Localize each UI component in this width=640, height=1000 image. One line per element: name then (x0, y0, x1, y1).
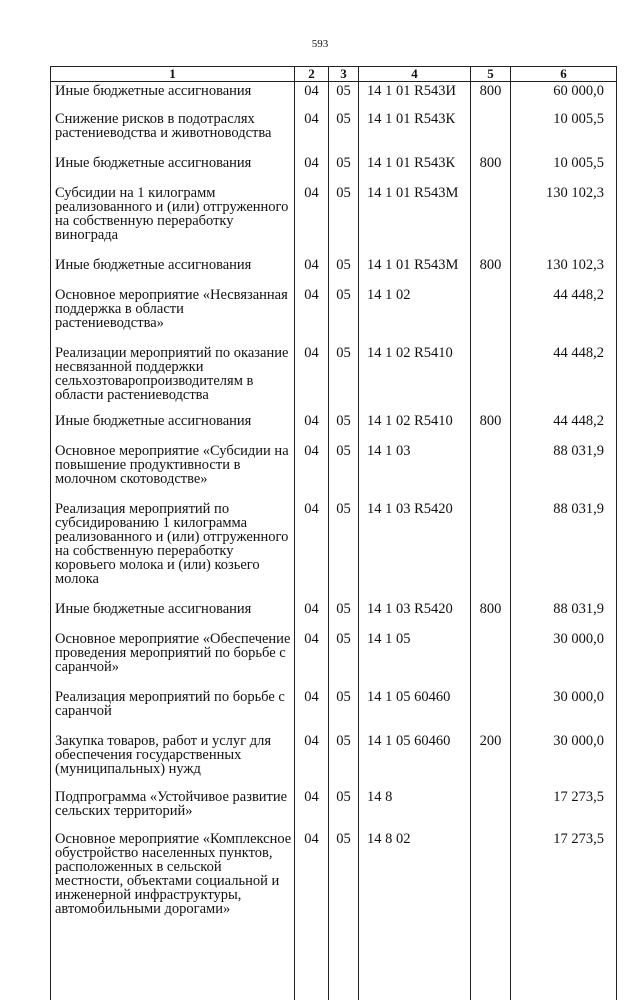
table-tail-space (51, 930, 617, 1000)
row-target-code-cell: 14 1 03 R5420 (359, 502, 471, 602)
row-subsection-cell: 05 (329, 112, 359, 156)
row-amount-cell: 88 031,9 (511, 444, 617, 502)
row-section-cell: 04 (295, 346, 329, 414)
budget-table (50, 66, 617, 1000)
empty-cell (51, 930, 295, 1000)
row-expense-type-cell (471, 790, 511, 832)
table-row (51, 112, 617, 156)
row-section-cell: 04 (295, 790, 329, 832)
row-subsection-cell: 05 (329, 258, 359, 288)
column-header: 3 (329, 67, 359, 82)
row-name-cell: Реализация мероприятий по субсидированию 1 килограмма реализованного и (или) отгруженного на собственную переработку коровьего молока и (или) козьего молока (51, 502, 295, 602)
row-amount-cell: 130 102,3 (511, 186, 617, 258)
row-amount-cell: 17 273,5 (511, 790, 617, 832)
row-amount-cell: 44 448,2 (511, 288, 617, 346)
row-expense-type-cell (471, 288, 511, 346)
row-section-cell: 04 (295, 414, 329, 444)
column-header: 6 (511, 67, 617, 82)
row-name-cell: Подпрограмма «Устойчивое развитие сельских территорий» (51, 790, 295, 832)
table-row (51, 258, 617, 288)
row-section-cell: 04 (295, 258, 329, 288)
row-name-cell: Основное мероприятие «Несвязанная поддержка в области растениеводства» (51, 288, 295, 346)
row-subsection-cell: 05 (329, 288, 359, 346)
table-row (51, 790, 617, 832)
row-target-code-cell: 14 1 01 R543М (359, 258, 471, 288)
row-amount-cell: 30 000,0 (511, 734, 617, 790)
row-name-cell: Снижение рисков в подотраслях растениеводства и животноводства (51, 112, 295, 156)
row-amount-cell: 44 448,2 (511, 346, 617, 414)
table-row (51, 414, 617, 444)
row-expense-type-cell: 800 (471, 602, 511, 632)
row-amount-cell: 130 102,3 (511, 258, 617, 288)
row-subsection-cell: 05 (329, 156, 359, 186)
row-section-cell: 04 (295, 502, 329, 602)
row-name-cell: Иные бюджетные ассигнования (51, 414, 295, 444)
row-expense-type-cell: 200 (471, 734, 511, 790)
row-name-cell: Иные бюджетные ассигнования (51, 602, 295, 632)
row-target-code-cell: 14 1 02 (359, 288, 471, 346)
row-subsection-cell: 05 (329, 734, 359, 790)
row-expense-type-cell: 800 (471, 156, 511, 186)
row-target-code-cell: 14 1 01 R543М (359, 186, 471, 258)
row-expense-type-cell (471, 186, 511, 258)
row-subsection-cell: 05 (329, 790, 359, 832)
row-target-code-cell: 14 1 01 R543К (359, 156, 471, 186)
row-name-cell: Основное мероприятие «Обеспечение проведения мероприятий по борьбе с саранчой» (51, 632, 295, 690)
table-row (51, 734, 617, 790)
row-amount-cell: 30 000,0 (511, 690, 617, 734)
table-row (51, 690, 617, 734)
table-body (51, 82, 617, 1000)
row-expense-type-cell (471, 112, 511, 156)
row-amount-cell: 88 031,9 (511, 602, 617, 632)
page-number: 593 (0, 38, 640, 50)
row-section-cell: 04 (295, 832, 329, 930)
row-section-cell: 04 (295, 82, 329, 113)
row-subsection-cell: 05 (329, 414, 359, 444)
row-target-code-cell: 14 1 05 (359, 632, 471, 690)
row-section-cell: 04 (295, 186, 329, 258)
table-row (51, 186, 617, 258)
row-name-cell: Субсидии на 1 килограмм реализованного и (или) отгруженного на собственную переработку винограда (51, 186, 295, 258)
row-subsection-cell: 05 (329, 832, 359, 930)
row-subsection-cell: 05 (329, 632, 359, 690)
row-expense-type-cell (471, 832, 511, 930)
table-row (51, 82, 617, 113)
row-section-cell: 04 (295, 632, 329, 690)
empty-cell (471, 930, 511, 1000)
column-header: 1 (51, 67, 295, 82)
row-target-code-cell: 14 1 03 R5420 (359, 602, 471, 632)
row-expense-type-cell (471, 632, 511, 690)
table-row (51, 602, 617, 632)
column-header: 2 (295, 67, 329, 82)
row-amount-cell: 30 000,0 (511, 632, 617, 690)
row-target-code-cell: 14 8 (359, 790, 471, 832)
row-expense-type-cell: 800 (471, 82, 511, 113)
table-row (51, 502, 617, 602)
row-amount-cell: 60 000,0 (511, 82, 617, 113)
row-expense-type-cell: 800 (471, 414, 511, 444)
table-header-row (51, 67, 617, 82)
column-header: 5 (471, 67, 511, 82)
column-header: 4 (359, 67, 471, 82)
row-section-cell: 04 (295, 112, 329, 156)
row-subsection-cell: 05 (329, 186, 359, 258)
row-amount-cell: 10 005,5 (511, 112, 617, 156)
table-row (51, 156, 617, 186)
row-name-cell: Основное мероприятие «Комплексное обустройство населенных пунктов, расположенных в сельской местности, объектами социальной и инженерной инфраструктуры, автомобильными дорогами» (51, 832, 295, 930)
row-name-cell: Иные бюджетные ассигнования (51, 156, 295, 186)
row-section-cell: 04 (295, 690, 329, 734)
row-section-cell: 04 (295, 156, 329, 186)
row-name-cell: Иные бюджетные ассигнования (51, 258, 295, 288)
row-section-cell: 04 (295, 288, 329, 346)
row-target-code-cell: 14 8 02 (359, 832, 471, 930)
row-name-cell: Реализации мероприятий по оказание несвязанной поддержки сельхозтоваропроизводителям в области растениеводства (51, 346, 295, 414)
row-expense-type-cell: 800 (471, 258, 511, 288)
row-name-cell: Закупка товаров, работ и услуг для обеспечения государственных (муниципальных) нужд (51, 734, 295, 790)
row-expense-type-cell (471, 690, 511, 734)
row-expense-type-cell (471, 444, 511, 502)
table-row (51, 632, 617, 690)
row-section-cell: 04 (295, 734, 329, 790)
empty-cell (295, 930, 329, 1000)
empty-cell (511, 930, 617, 1000)
row-subsection-cell: 05 (329, 82, 359, 113)
row-name-cell: Основное мероприятие «Субсидии на повышение продуктивности в молочном скотоводстве» (51, 444, 295, 502)
empty-cell (329, 930, 359, 1000)
row-section-cell: 04 (295, 444, 329, 502)
row-target-code-cell: 14 1 02 R5410 (359, 414, 471, 444)
empty-cell (359, 930, 471, 1000)
row-expense-type-cell (471, 346, 511, 414)
row-subsection-cell: 05 (329, 444, 359, 502)
table-row (51, 444, 617, 502)
row-target-code-cell: 14 1 01 R543К (359, 112, 471, 156)
row-subsection-cell: 05 (329, 502, 359, 602)
row-target-code-cell: 14 1 02 R5410 (359, 346, 471, 414)
row-subsection-cell: 05 (329, 602, 359, 632)
row-subsection-cell: 05 (329, 346, 359, 414)
table-row (51, 288, 617, 346)
row-name-cell: Иные бюджетные ассигнования (51, 82, 295, 113)
row-name-cell: Реализация мероприятий по борьбе с саранчой (51, 690, 295, 734)
row-section-cell: 04 (295, 602, 329, 632)
row-subsection-cell: 05 (329, 690, 359, 734)
row-target-code-cell: 14 1 05 60460 (359, 734, 471, 790)
row-amount-cell: 88 031,9 (511, 502, 617, 602)
row-expense-type-cell (471, 502, 511, 602)
table-row (51, 832, 617, 930)
table-row (51, 346, 617, 414)
row-amount-cell: 10 005,5 (511, 156, 617, 186)
row-amount-cell: 44 448,2 (511, 414, 617, 444)
row-target-code-cell: 14 1 05 60460 (359, 690, 471, 734)
row-target-code-cell: 14 1 01 R543И (359, 82, 471, 113)
row-target-code-cell: 14 1 03 (359, 444, 471, 502)
row-amount-cell: 17 273,5 (511, 832, 617, 930)
